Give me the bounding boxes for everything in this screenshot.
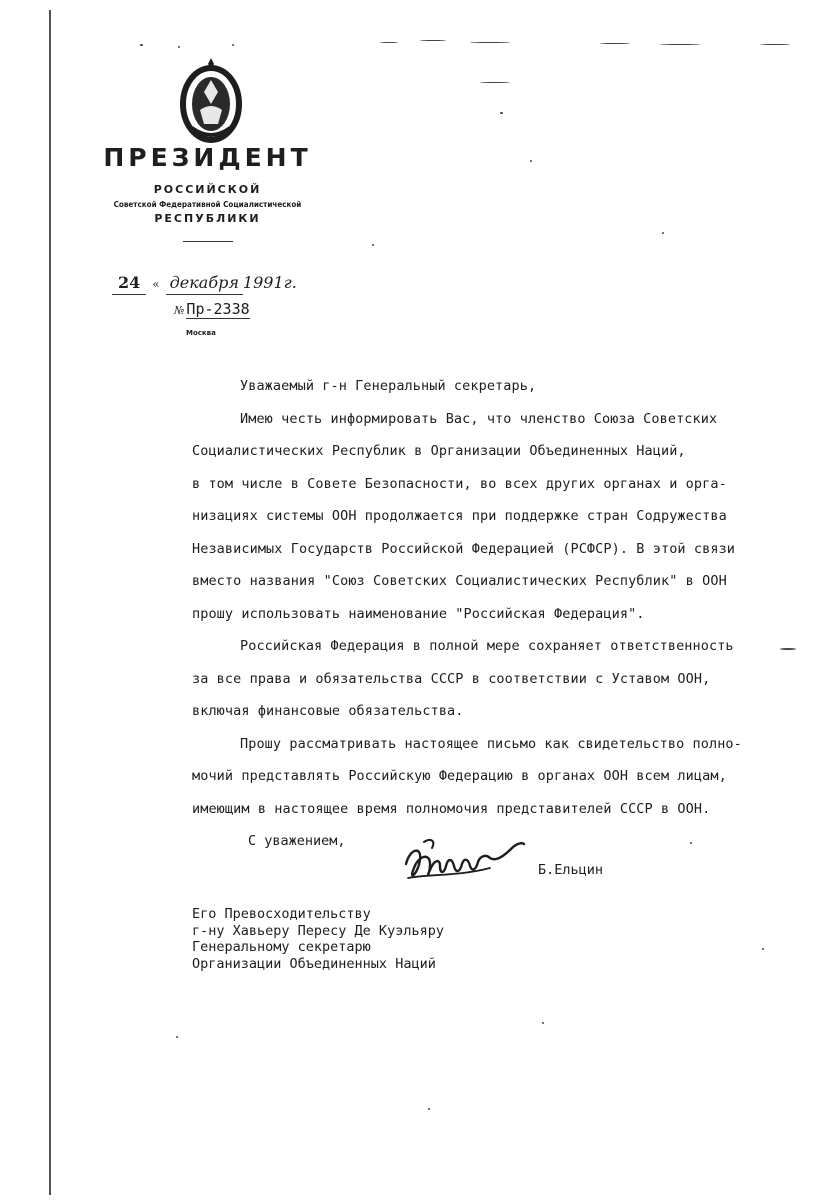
letter-number <box>174 298 250 322</box>
scan-speck <box>690 842 692 844</box>
left-margin-line <box>49 10 51 1195</box>
scan-speck <box>140 44 143 46</box>
addressee-line: Генеральному секретарю <box>192 939 371 955</box>
paragraph <box>192 728 802 826</box>
addressee-block <box>192 906 444 972</box>
signer-name: Б.Ельцин <box>538 862 604 878</box>
letterhead-rule <box>183 241 233 242</box>
handwritten-signature <box>400 834 528 892</box>
date-separator: « <box>152 277 160 291</box>
scan-speck <box>530 160 532 162</box>
scan-speck <box>662 232 664 234</box>
scan-speck <box>660 44 700 45</box>
scan-speck <box>232 44 234 46</box>
letterhead-line-2: Советской Федеративной Социалистической <box>113 200 302 209</box>
state-emblem-icon <box>178 58 244 144</box>
scan-speck <box>178 46 180 48</box>
number-prefix: № <box>174 304 185 317</box>
paragraph <box>192 403 802 631</box>
text-line: имеющим в настоящее время полномочия представителей СССР в ООН. <box>192 800 711 817</box>
addressee-line: г-ну Хавьеру Пересу Де Куэльяру <box>192 922 444 939</box>
number-value: Пр-2338 <box>186 300 250 318</box>
addressee-line: Организации Объединенных Наций <box>192 955 436 972</box>
scan-speck <box>760 44 790 45</box>
date-month: декабря <box>166 272 243 295</box>
scan-speck <box>372 244 374 246</box>
text-line: за все права и обязательства СССР в соответствии с Уставом ООН, <box>192 670 711 687</box>
letter-date <box>112 272 297 295</box>
scan-speck <box>380 42 398 43</box>
letterhead <box>95 140 320 242</box>
scan-speck <box>500 112 503 114</box>
scan-speck <box>762 948 764 950</box>
closing: С уважением, <box>248 833 346 849</box>
text-line: прошу использовать наименование "Российская Федерация". <box>192 605 645 622</box>
scan-speck <box>420 40 446 41</box>
scan-speck <box>542 1022 544 1024</box>
date-year: 1991г. <box>242 273 297 292</box>
text-line: Российская Федерация в полной мере сохраняет ответственность <box>240 638 734 654</box>
text-line: Имею честь информировать Вас, что членство Союза Советских <box>240 410 718 427</box>
scan-speck <box>470 42 510 43</box>
letter-body <box>192 370 802 825</box>
letterhead-line-1: РОССИЙСКОЙ <box>153 183 262 196</box>
paragraph <box>192 630 802 728</box>
text-line: вместо названия "Союз Советских Социалистических Республик" в ООН <box>192 573 727 589</box>
salutation: Уважаемый г-н Генеральный секретарь, <box>240 378 537 394</box>
scan-speck <box>428 1108 430 1110</box>
text-line: Социалистических Республик в Организации Объединенных Наций, <box>192 443 686 459</box>
text-line: низациях системы ООН продолжается при поддержке стран Содружества <box>192 508 727 524</box>
text-line: мочий представлять Российскую Федерацию в органах ООН всем лицам, <box>192 768 727 784</box>
scan-speck <box>480 82 510 83</box>
text-line: Прошу рассматривать настоящее письмо как свидетельство полно- <box>240 735 742 752</box>
text-line: включая финансовые обязательства. <box>192 703 464 719</box>
place-of-issue: Москва <box>186 329 216 337</box>
scan-speck <box>600 43 630 44</box>
date-day: 24 <box>112 272 146 295</box>
addressee-line: Его Превосходительству <box>192 906 371 922</box>
scan-speck <box>176 1036 178 1038</box>
text-line: в том числе в Совете Безопасности, во всех других органах и орга- <box>192 475 727 492</box>
text-line: Независимых Государств Российской Федерацией (РСФСР). В этой связи <box>192 540 736 557</box>
letterhead-line-3: РЕСПУБЛИКИ <box>154 212 261 225</box>
letterhead-title: ПРЕЗИДЕНТ <box>103 143 312 172</box>
